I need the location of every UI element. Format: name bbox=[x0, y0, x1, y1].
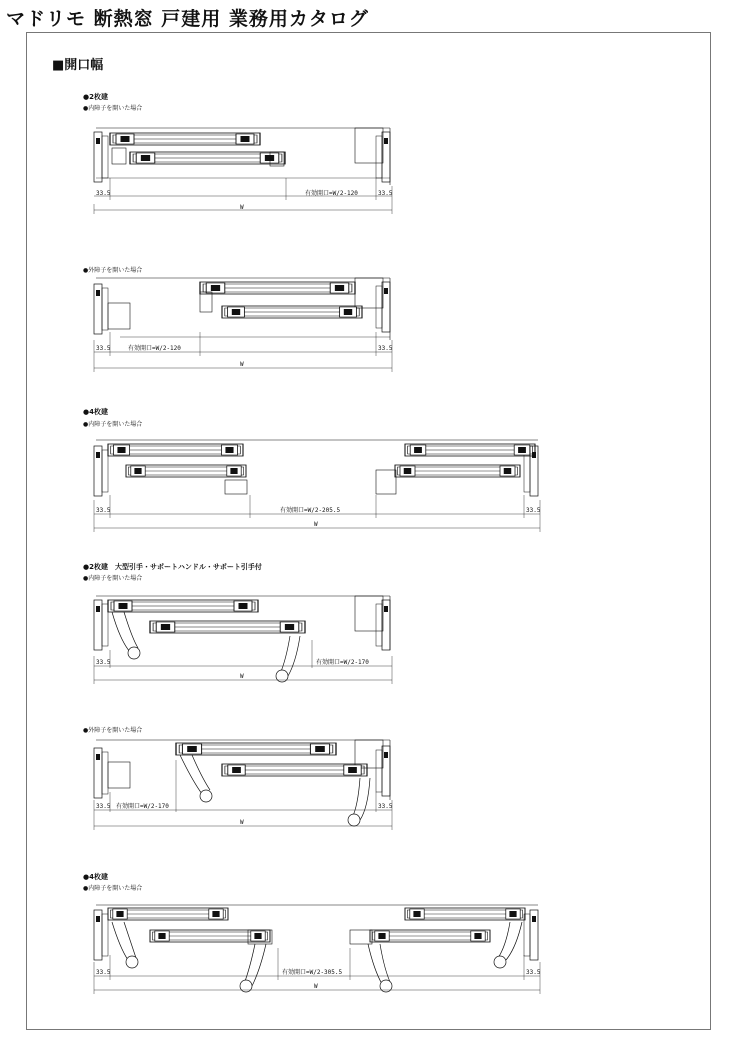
opening-dim-label: 有効開口=W/2-170 bbox=[116, 803, 169, 810]
sub-label-outer-open: ●外障子を開いた場合 bbox=[83, 727, 143, 734]
opening-dim-label: 有効開口=W/2-305.5 bbox=[282, 969, 343, 976]
opening-dim-label: 有効開口=W/2-205.5 bbox=[280, 507, 341, 514]
document-title: マドリモ 断熱窓 戸建用 業務用カタログ bbox=[6, 8, 369, 30]
right-dim-label: 33.5 bbox=[378, 190, 393, 197]
left-dim-label: 33.5 bbox=[96, 659, 111, 666]
sub-label-outer-open: ●外障子を開いた場合 bbox=[83, 267, 143, 274]
group-label-2pane: ●2枚建 bbox=[83, 93, 108, 101]
group-label-4pane-handle: ●4枚建 bbox=[83, 873, 108, 881]
right-dim-label: 33.5 bbox=[378, 345, 393, 352]
sub-label-inner-open: ●内障子を開いた場合 bbox=[83, 105, 143, 112]
width-dim-label: W bbox=[240, 673, 244, 680]
right-dim-label: 33.5 bbox=[526, 969, 541, 976]
width-dim-label: W bbox=[314, 983, 318, 990]
width-dim-label: W bbox=[240, 204, 244, 211]
left-dim-label: 33.5 bbox=[96, 345, 111, 352]
sub-label-inner-open: ●内障子を開いた場合 bbox=[83, 421, 143, 428]
group-label-4pane: ●4枚建 bbox=[83, 408, 108, 416]
opening-dim-label: 有効開口=W/2-120 bbox=[305, 190, 358, 197]
diagram-2pane-outer-open bbox=[94, 278, 392, 372]
width-dim-label: W bbox=[240, 819, 244, 826]
left-dim-label: 33.5 bbox=[96, 969, 111, 976]
sub-label-inner-open: ●内障子を開いた場合 bbox=[83, 885, 143, 892]
left-dim-label: 33.5 bbox=[96, 507, 111, 514]
diagram-4pane-inner-open bbox=[94, 440, 540, 532]
width-dim-label: W bbox=[314, 521, 318, 528]
diagram-2pane-handle-inner-open bbox=[94, 596, 392, 684]
right-dim-label: 33.5 bbox=[526, 507, 541, 514]
sub-label-inner-open: ●内障子を開いた場合 bbox=[83, 575, 143, 582]
diagram-4pane-handle-inner-open bbox=[94, 905, 540, 994]
width-dim-label: W bbox=[240, 361, 244, 368]
section-title: ■開口幅 bbox=[52, 58, 104, 73]
opening-dim-label: 有効開口=W/2-120 bbox=[128, 345, 181, 352]
diagram-2pane-handle-outer-open bbox=[94, 740, 392, 830]
opening-dim-label: 有効開口=W/2-170 bbox=[316, 659, 369, 666]
left-dim-label: 33.5 bbox=[96, 803, 111, 810]
left-dim-label: 33.5 bbox=[96, 190, 111, 197]
right-dim-label: 33.5 bbox=[378, 803, 393, 810]
diagram-2pane-inner-open bbox=[94, 128, 392, 214]
group-label-2pane-handle: ●2枚建 大型引手・サポートハンドル・サポート引手付 bbox=[83, 563, 262, 571]
